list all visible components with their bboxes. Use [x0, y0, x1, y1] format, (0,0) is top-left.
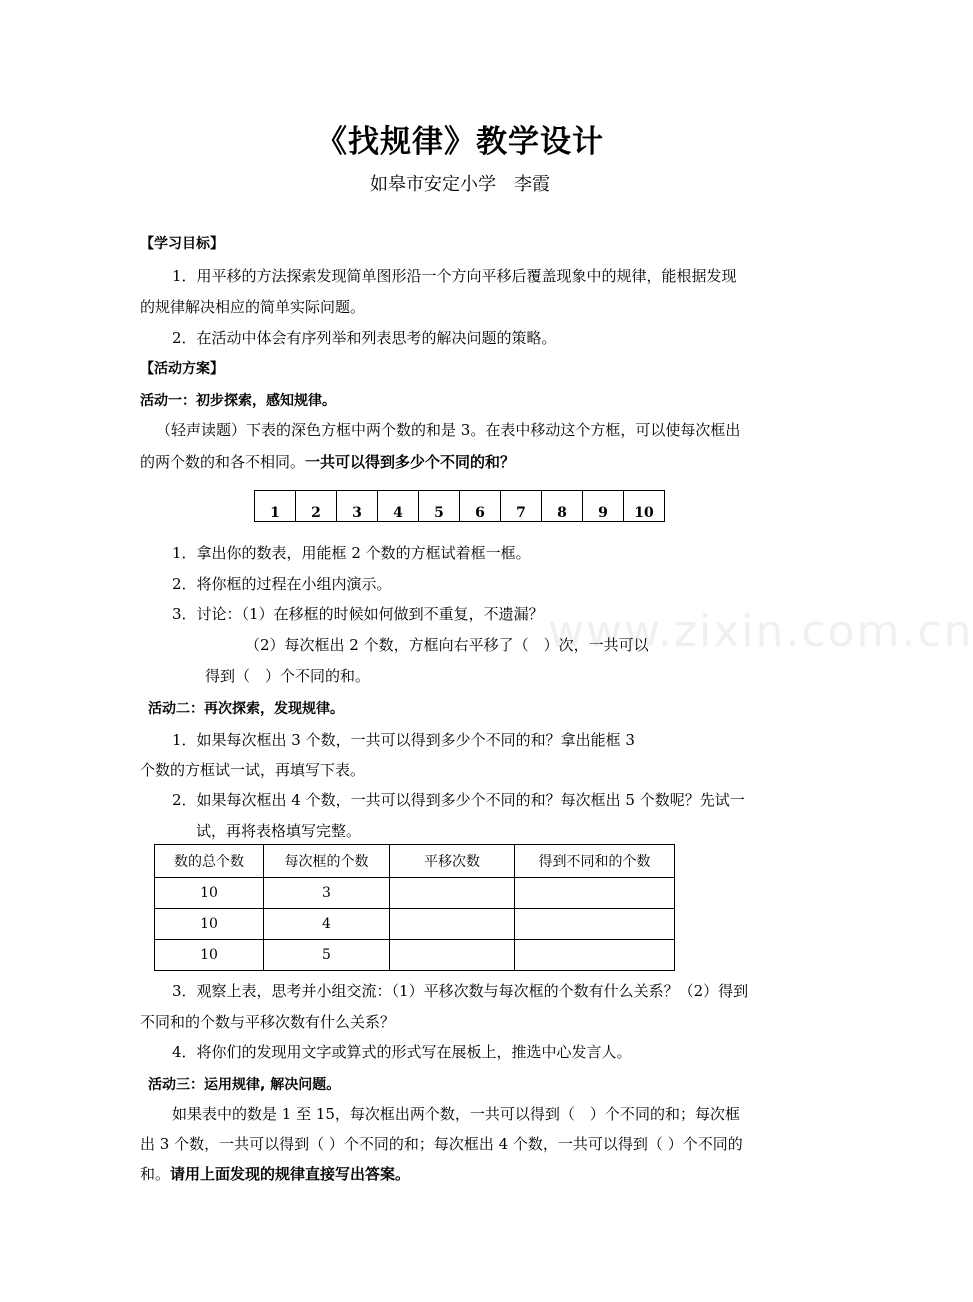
number-cell: 7 [501, 491, 542, 522]
activity-2-step-2-line-1: 2．如果每次框出 4 个数，一共可以得到多少个不同的和？每次框出 5 个数呢？先试一 [172, 791, 745, 809]
table-header: 数的总个数 [155, 845, 264, 878]
activity-1-step-3-q2-cont: 得到（ ）个不同的和。 [205, 667, 371, 685]
table-row [155, 940, 675, 971]
number-cell: 8 [542, 491, 583, 522]
table-cell: 5 [264, 940, 390, 971]
activity-2-step-4: 4．将你们的发现用文字或算式的形式写在展板上，推选中心发言人。 [172, 1043, 632, 1061]
goal-1-line-1: 1．用平移的方法探索发现简单图形沿一个方向平移后覆盖现象中的规律，能根据发现 [172, 267, 737, 285]
table-header: 得到不同和的个数 [515, 845, 675, 878]
table-cell: 10 [155, 878, 264, 909]
activity-3-line-3 [140, 1164, 410, 1184]
table-row [155, 878, 675, 909]
activity-3-heading: 活动三：运用规律, 解决问题。 [148, 1077, 341, 1093]
activity-2-heading: 活动二：再次探索，发现规律。 [148, 701, 344, 717]
activity-3-line-1: 如果表中的数是 1 至 15，每次框出两个数，一共可以得到（ ）个不同的和；每次框 [172, 1105, 740, 1123]
number-cell: 5 [419, 491, 460, 522]
activity-2-step-1-line-1: 1．如果每次框出 3 个数，一共可以得到多少个不同的和？拿出能框 3 [172, 731, 635, 749]
activity-1-step-2: 2．将你框的过程在小组内演示。 [172, 575, 392, 593]
document-title: 《找规律》教学设计 [316, 124, 604, 160]
number-strip [254, 490, 665, 522]
document-subtitle: 如皋市安定小学 李霞 [370, 174, 550, 195]
table-cell: 10 [155, 909, 264, 940]
watermark: www.zixin.com.cn [548, 606, 973, 657]
plan-heading: 【活动方案】 [140, 361, 224, 377]
table-header-row [155, 845, 675, 878]
activity-1-step-3: 3．讨论：（1）在移框的时候如何做到不重复，不遗漏？ [172, 605, 544, 623]
goal-1-line-2: 的规律解决相应的简单实际问题。 [140, 298, 366, 316]
activity-1-heading: 活动一：初步探索，感知规律。 [140, 393, 336, 409]
activity-1-intro-text: 的两个数的和各不相同。 [140, 453, 306, 471]
table-cell: 3 [264, 878, 390, 909]
activity-3-instruction: 请用上面发现的规律直接写出答案。 [170, 1165, 411, 1183]
number-cell: 1 [255, 491, 296, 522]
activity-2-step-2-line-2: 试，再将表格填写完整。 [196, 822, 362, 840]
table-cell: 10 [155, 940, 264, 971]
activity-2-step-1-line-2: 个数的方框试一试，再填写下表。 [140, 761, 366, 779]
activity-1-step-3-q2: （2）每次框出 2 个数，方框向右平移了（ ）次，一共可以 [245, 636, 649, 654]
table-cell: 4 [264, 909, 390, 940]
number-cell: 9 [583, 491, 624, 522]
goal-2: 2．在活动中体会有序列举和列表思考的解决问题的策略。 [172, 329, 557, 347]
number-cell: 2 [296, 491, 337, 522]
table-cell [390, 940, 515, 971]
number-cell: 4 [378, 491, 419, 522]
activity-1-step-1: 1．拿出你的数表，用能框 2 个数的方框试着框一框。 [172, 544, 531, 562]
activity-1-intro-line-1: （轻声读题）下表的深色方框中两个数的和是 3。在表中移动这个方框，可以使每次框出 [156, 421, 741, 439]
table-header: 每次框的个数 [264, 845, 390, 878]
table-header: 平移次数 [390, 845, 515, 878]
table-cell [515, 909, 675, 940]
activity-3-line-3-text: 和。 [140, 1165, 171, 1183]
activity-2-step-3-line-1: 3．观察上表，思考并小组交流：（1）平移次数与每次框的个数有什么关系？（2）得到 [172, 982, 749, 1000]
activity-1-question: 一共可以得到多少个不同的和？ [305, 453, 516, 471]
activity-1-intro-line-2 [140, 452, 515, 472]
activity-3-line-2: 出 3 个数，一共可以得到（ ）个不同的和；每次框出 4 个数，一共可以得到（ ）个不同的 [140, 1135, 743, 1153]
table-row [155, 909, 675, 940]
number-cell: 3 [337, 491, 378, 522]
activity-2-step-3-line-2: 不同和的个数与平移次数有什么关系？ [140, 1013, 396, 1031]
record-table [154, 844, 675, 971]
table-cell [390, 878, 515, 909]
number-cell: 10 [624, 491, 665, 522]
table-cell [515, 940, 675, 971]
table-cell [390, 909, 515, 940]
table-cell [515, 878, 675, 909]
number-cell: 6 [460, 491, 501, 522]
goals-heading: 【学习目标】 [140, 236, 224, 252]
